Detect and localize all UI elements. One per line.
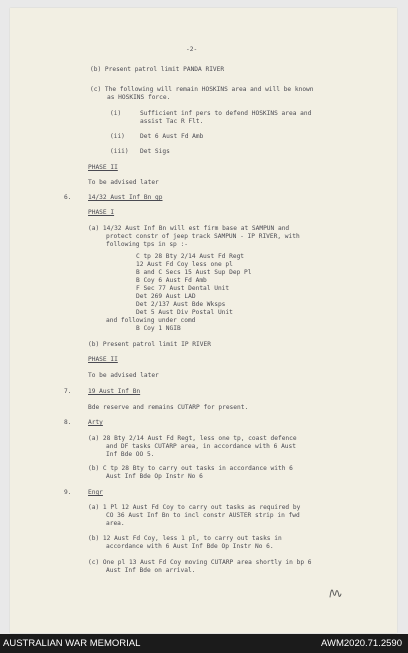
line: assist Tac R Flt. [140, 118, 204, 125]
troop-item: Det 2/137 Aust Bde Wksps [136, 301, 226, 308]
troop-item: Det 269 Aust LAD [136, 293, 196, 300]
troop-item: C tp 28 Bty 2/14 Aust Fd Regt [136, 253, 245, 260]
troop-item: F Sec 77 Aust Dental Unit [136, 285, 230, 292]
footer-left-label: AUSTRALIAN WAR MEMORIAL [3, 638, 141, 649]
section-heading: Engr [88, 489, 103, 496]
line: following tps in sp :- [106, 241, 188, 248]
line: Sufficient inf pers to defend HOSKINS area and [140, 110, 312, 117]
line: protect constr of jeep track SAMPUN - IP RIVER, with [106, 233, 300, 240]
section-heading: Arty [88, 419, 103, 426]
list-marker: (iii) [110, 148, 129, 155]
phase-heading: PHASE I [88, 209, 115, 216]
troop-item: B Coy 1 NGIB [136, 325, 181, 332]
troop-item: B and C Secs 15 Aust Sup Dep Pl [136, 269, 252, 276]
phase-heading: PHASE II [88, 164, 118, 171]
para-number: 8. [64, 419, 72, 426]
document-page [10, 8, 397, 633]
line: Inf Bde OO 5. [106, 451, 155, 458]
page-number: -2- [186, 46, 198, 53]
handwritten-initials [328, 586, 342, 600]
line: as HOSKINS force. [107, 94, 171, 101]
line: (a) 1 Pl 12 Aust Fd Coy to carry out tasks as required by [88, 504, 301, 511]
troop-item: B Coy 6 Aust Fd Amb [136, 277, 207, 284]
troop-item: 12 Aust Fd Coy less one pl [136, 261, 233, 268]
line: Aust Inf Bde on arrival. [106, 567, 196, 574]
line: (c) One pl 13 Aust Fd Coy moving CUTARP area shortly in bp 6 [88, 559, 312, 566]
line: area. [106, 520, 125, 527]
footer-right-label: AWM2020.71.2590 [321, 638, 402, 649]
list-marker: (ii) [110, 133, 125, 140]
line: (b) Present patrol limit IP RIVER [88, 341, 211, 348]
section-heading: 14/32 Aust Inf Bn gp [88, 194, 163, 201]
line: (c) The following will remain HOSKINS area and will be known [90, 86, 314, 93]
line: Det 6 Aust Fd Amb [140, 133, 204, 140]
troop-item: Det 5 Aust Div Postal Unit [136, 309, 233, 316]
section-heading: 19 Aust Inf Bn [88, 388, 141, 395]
line: Aust Inf Bde Op Instr No 6 [106, 473, 203, 480]
para-number: 7. [64, 388, 72, 395]
line: (a) 14/32 Aust Inf Bn will est firm base at SAMPUN and [88, 225, 290, 232]
line: (b) Present patrol limit PANDA RIVER [90, 66, 225, 73]
list-marker: (i) [110, 110, 122, 117]
line: To be advised later [88, 179, 159, 186]
line: (a) 28 Bty 2/14 Aust Fd Regt, less one tp, coast defence [88, 435, 297, 442]
para-number: 6. [64, 194, 72, 201]
line: and DF tasks CUTARP area, in accordance with 6 Aust [106, 443, 296, 450]
line: and following under comd [106, 317, 196, 324]
line: Bde reserve and remains CUTARP for present. [88, 404, 249, 411]
phase-heading: PHASE II [88, 356, 118, 363]
footer-bar [0, 634, 408, 653]
line: To be advised later [88, 372, 159, 379]
line: Det Sigs [140, 148, 170, 155]
line: accordance with 6 Aust Inf Bde Op Instr No 6. [106, 543, 274, 550]
line: (b) C tp 28 Bty to carry out tasks in accordance with 6 [88, 465, 293, 472]
para-number: 9. [64, 489, 72, 496]
line: (b) 12 Aust Fd Coy, less 1 pl, to carry out tasks in [88, 535, 282, 542]
line: CO 36 Aust Inf Bn to incl constr AUSTER strip in fwd [106, 512, 300, 519]
